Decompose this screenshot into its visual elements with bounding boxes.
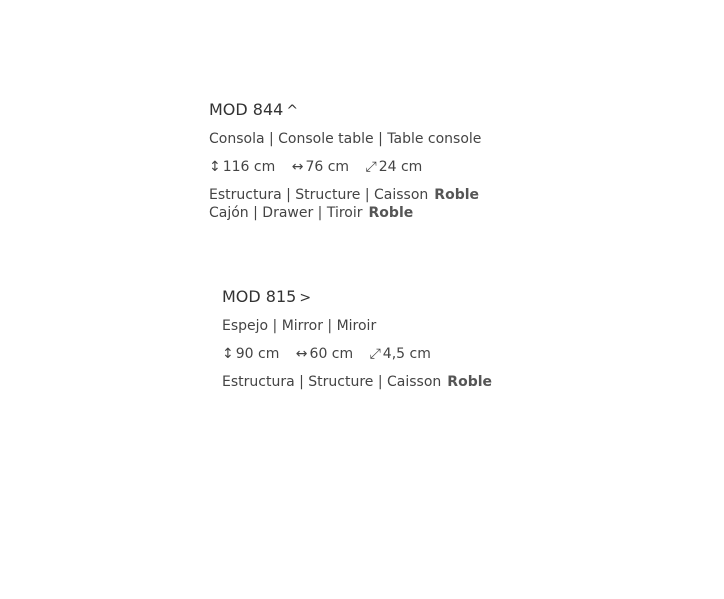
material-row-structure: [209, 186, 481, 204]
depth-icon: ⤢: [369, 346, 381, 362]
dimension-width: [292, 159, 349, 175]
product-dimensions: [222, 345, 492, 363]
dimension-height: [209, 159, 275, 175]
material-row-structure: [222, 373, 492, 391]
height-icon: ↕: [209, 159, 221, 175]
dimension-depth-value: 4,5 cm: [382, 346, 431, 362]
product-block-mod-844: [209, 100, 481, 222]
dimension-height-value: 90 cm: [235, 346, 280, 362]
product-title[interactable]: [222, 287, 492, 308]
material-value: Roble: [447, 374, 493, 390]
dimension-height-value: 116 cm: [222, 159, 276, 175]
material-label: Estructura | Structure | Caisson: [209, 187, 429, 203]
product-description: Espejo | Mirror | Miroir: [222, 318, 377, 334]
material-value: Roble: [434, 187, 480, 203]
product-dimensions: [209, 158, 481, 176]
height-icon: ↕: [222, 346, 234, 362]
dimension-width: [296, 346, 353, 362]
width-icon: ↔: [295, 346, 308, 362]
width-icon: ↔: [291, 159, 304, 175]
material-label: Estructura | Structure | Caisson: [222, 374, 442, 390]
material-row-drawer: [209, 204, 481, 222]
product-block-mod-815: [222, 287, 492, 391]
dimension-depth: [370, 346, 431, 362]
product-title-text: MOD 815: [222, 287, 297, 306]
dimension-width-value: 76 cm: [305, 159, 350, 175]
dimension-depth: [366, 159, 423, 175]
depth-icon: ⤢: [365, 159, 377, 175]
product-title-text: MOD 844: [209, 100, 284, 119]
chevron-right-icon[interactable]: >: [299, 290, 312, 306]
material-value: Roble: [368, 205, 414, 221]
chevron-up-icon[interactable]: ^: [286, 103, 299, 119]
product-description: Consola | Console table | Table console: [209, 131, 482, 147]
dimension-width-value: 60 cm: [309, 346, 354, 362]
product-title[interactable]: [209, 100, 481, 121]
dimension-depth-value: 24 cm: [378, 159, 423, 175]
dimension-height: [222, 346, 279, 362]
material-label: Cajón | Drawer | Tiroir: [209, 205, 363, 221]
